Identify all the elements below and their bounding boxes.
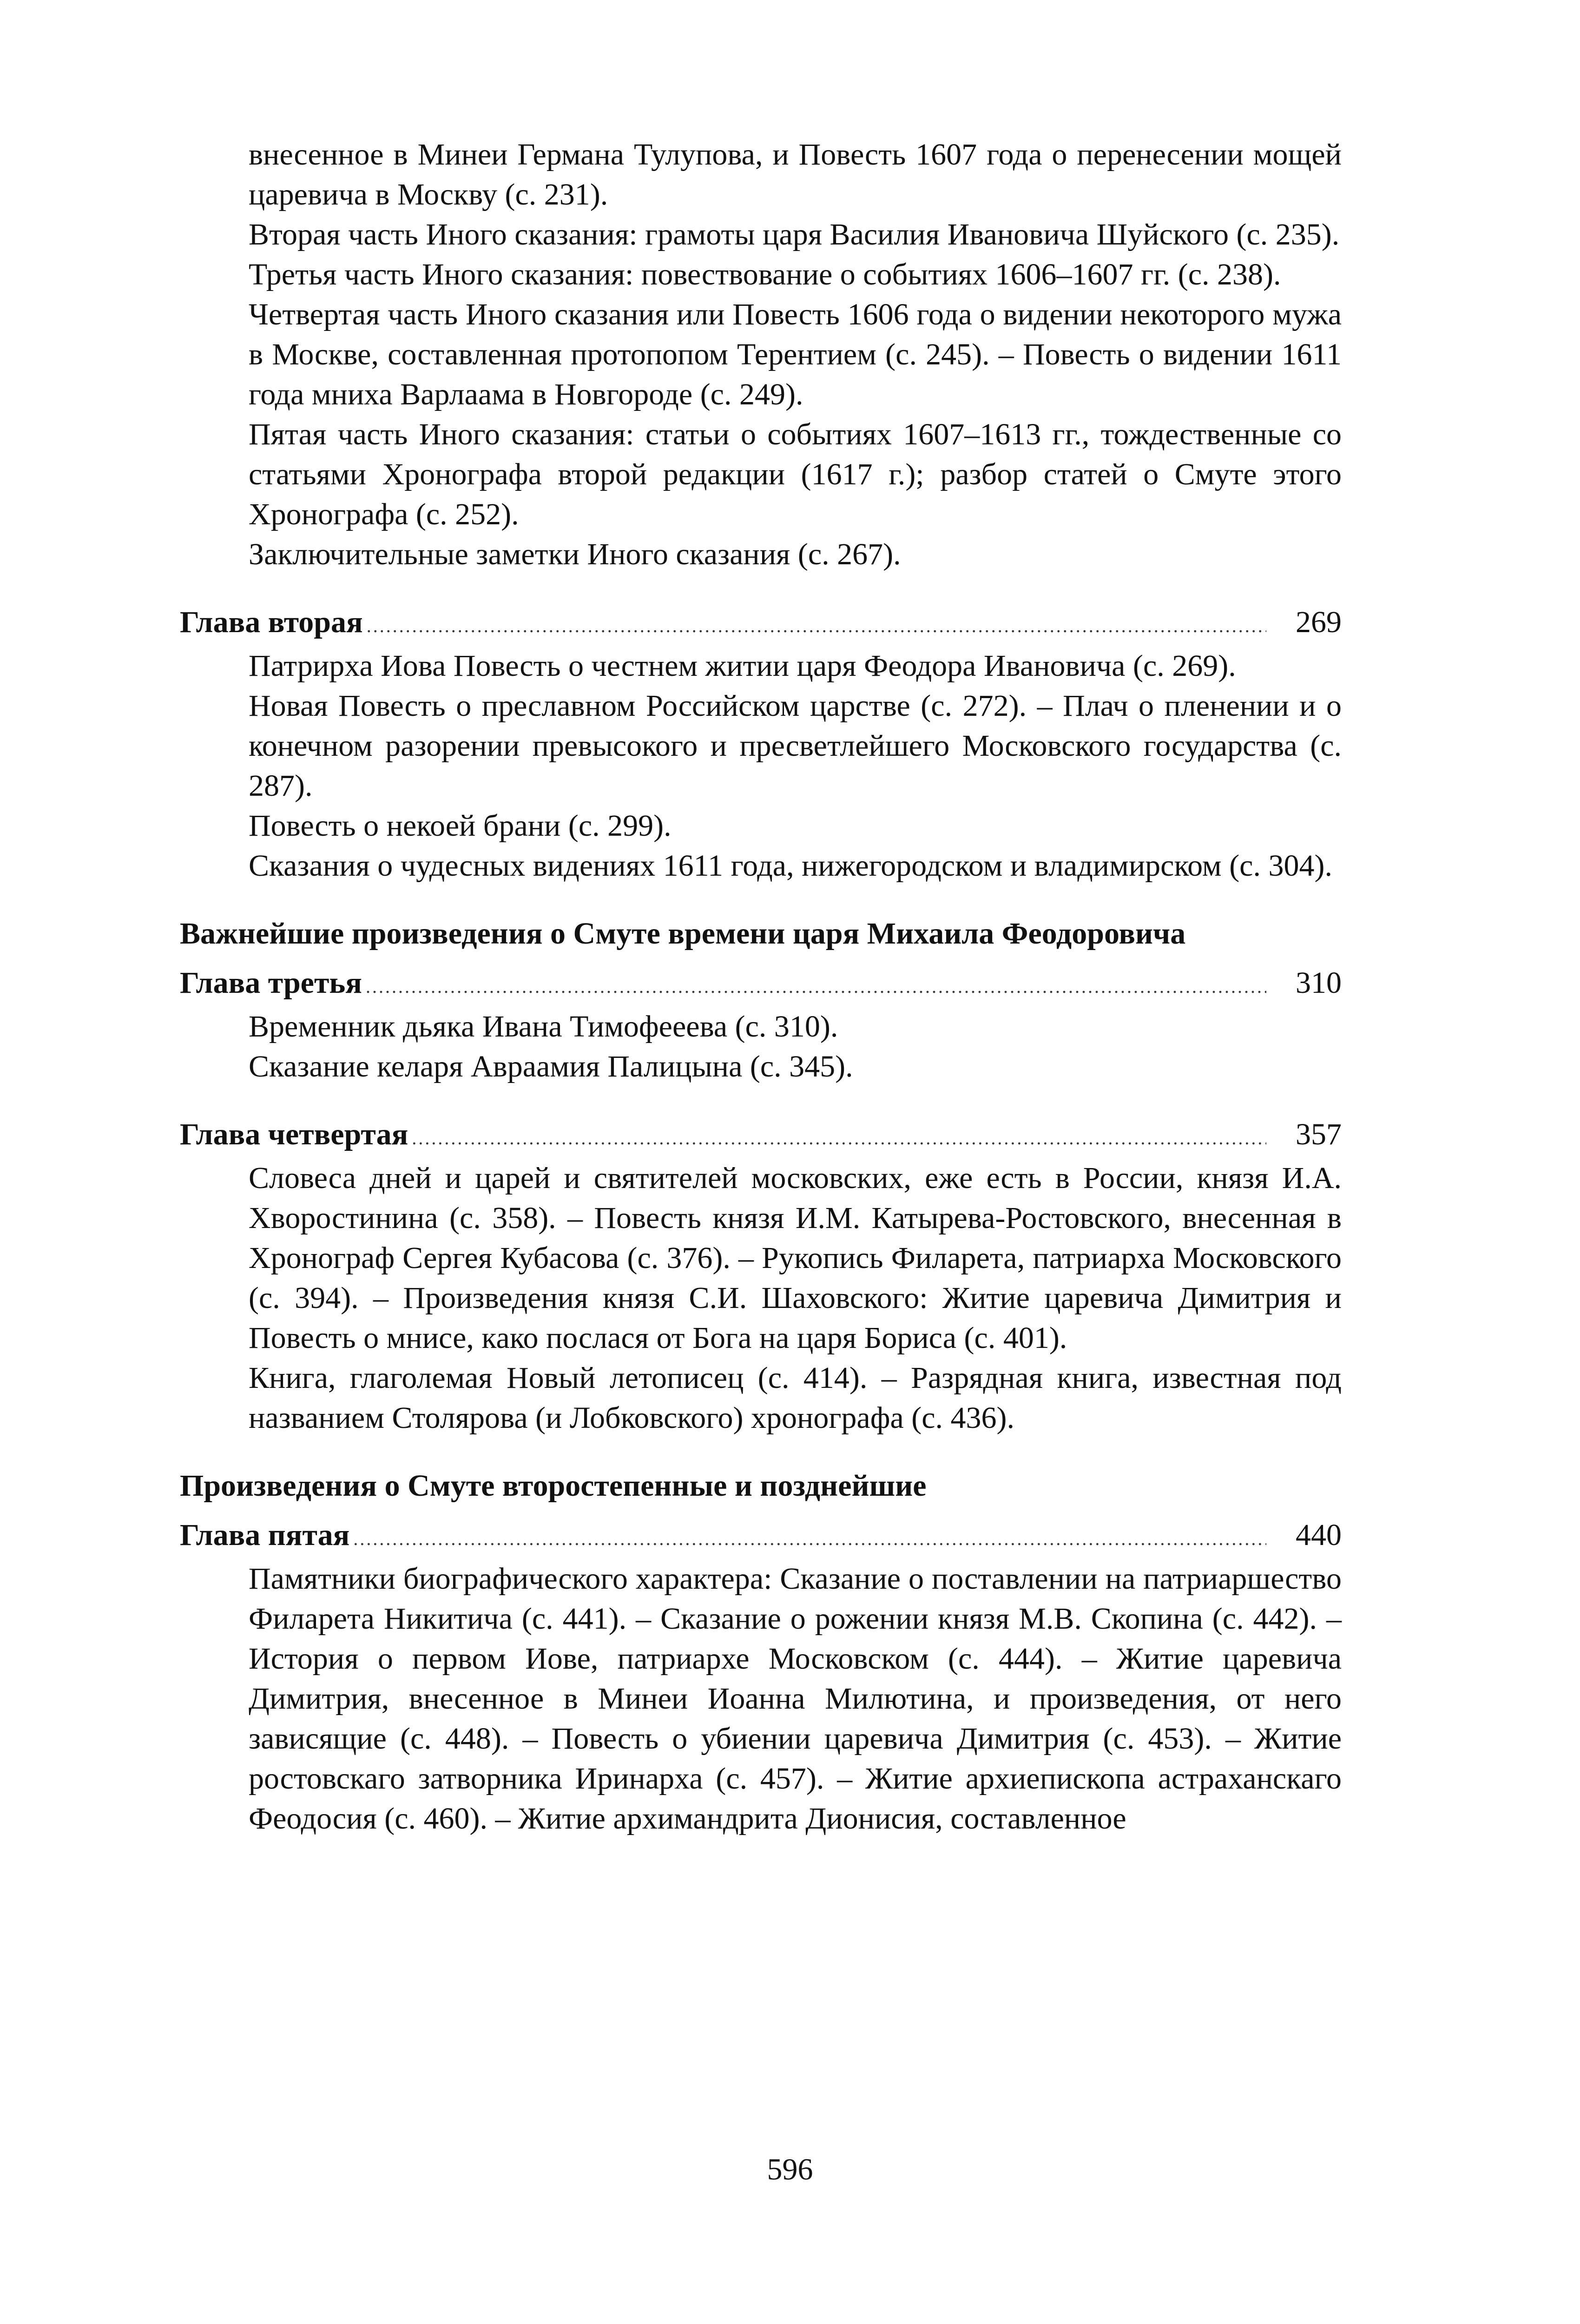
toc-item: внесенное в Минеи Германа Тулупова, и Повесть 1607 года о перенесении мощей царевича в Москву (с. 231). — [249, 138, 1342, 211]
toc-item: Временник дьяка Ивана Тимофееева (с. 310). — [249, 1010, 838, 1043]
chapter-3-row — [180, 963, 1342, 1007]
toc-item: Памятники биографического характера: Сказание о поставлении на патриаршество Филарета Никитича (с. 441). – Сказание о рожении князя М.В. Скопина (с. 442). – История о первом Иове, патриархе Московском (с. 444). – Житие царевича Димитрия, внесенное в Минеи Иоанна Милютина, и произведения, от него зависящие (с. 448). – Повесть о убиении царевича Димитрия (с. 453). – Житие ростовскаго затворника Иринарха (с. 457). – Житие архиепископа астраханскаго Феодосия (с. 460). – Житие архимандрита Дионисия, составленное — [249, 1562, 1342, 1835]
chapter-3-page: 310 — [1296, 966, 1342, 1000]
toc-item: Книга, глаголемая Новый летописец (с. 414). – Разрядная книга, известная под названием Столярова (и Лобковского) хронографа (с. 436). — [249, 1361, 1342, 1435]
toc-item: Четвертая часть Иного сказания или Повесть 1606 года о видении некоторого мужа в Москве, составленная протопопом Терентием (с. 245). – Повесть о видении 1611 года мниха Варлаама в Новгороде (с. 249). — [249, 297, 1342, 411]
toc-item: Повесть о некоей брани (с. 299). — [249, 809, 672, 843]
continued-entries — [249, 135, 1342, 574]
toc-item: Вторая часть Иного сказания: грамоты царя Василия Ивановича Шуйского (с. 235). — [249, 218, 1340, 251]
leader-dots — [353, 1519, 1266, 1559]
toc-item: Сказание келаря Авраамия Палицына (с. 345). — [249, 1050, 853, 1083]
chapter-5-body — [249, 1559, 1342, 1839]
chapter-3-title: Глава третья — [180, 966, 362, 1000]
chapter-5-row — [180, 1515, 1342, 1559]
page-number: 596 — [767, 2152, 813, 2186]
chapter-4-title: Глава четвертая — [180, 1117, 408, 1151]
toc-item: Третья часть Иного сказания: повествование о событиях 1606–1607 гг. (с. 238). — [249, 257, 1281, 291]
chapter-3-body — [249, 1007, 1342, 1087]
toc-item: Новая Повесть о преславном Российском царстве (с. 272). – Плач о пленении и о конечном разорении превысокого и пресветлейшего Московского государства (с. 287). — [249, 689, 1342, 803]
chapter-5-title: Глава пятая — [180, 1518, 350, 1552]
part-heading: Важнейшие произведения о Смуте времени царя Михаила Феодоровича — [180, 917, 1186, 951]
chapter-4-page: 357 — [1296, 1117, 1342, 1151]
leader-dots — [412, 1118, 1266, 1158]
toc-item: Заключительные заметки Иного сказания (с. 267). — [249, 537, 901, 571]
toc-item: Сказания о чудесных видениях 1611 года, нижегородском и владимирском (с. 304). — [249, 849, 1332, 883]
leader-dots — [367, 606, 1266, 646]
toc-item: Пятая часть Иного сказания: статьи о событиях 1607–1613 гг., тождественные со статьями Хронографа второй редакции (1617 г.); разбор статей о Смуте этого Хронографа (с. 252). — [249, 417, 1342, 531]
chapter-2-row — [180, 602, 1342, 646]
chapter-4-body — [249, 1158, 1342, 1438]
chapter-4-row — [180, 1115, 1342, 1158]
chapter-2-body — [249, 646, 1342, 886]
table-of-contents — [180, 135, 1342, 1839]
part-heading: Произведения о Смуте второстепенные и позднейшие — [180, 1469, 927, 1503]
chapter-5-page: 440 — [1296, 1518, 1342, 1552]
leader-dots — [366, 967, 1266, 1007]
chapter-2-title: Глава вторая — [180, 605, 363, 639]
toc-item: Словеса дней и царей и святителей московских, еже есть в России, князя И.А. Хворостинина (с. 358). – Повесть князя И.М. Катырева-Ростовского, внесенная в Хронограф Сергея Кубасова (с. 376). – Рукопись Филарета, патриарха Московского (с. 394). – Произведения князя С.И. Шаховского: Житие царевича Димитрия и Повесть о мнисе, како послася от Бога на царя Бориса (с. 401). — [249, 1161, 1342, 1355]
chapter-2-page: 269 — [1296, 605, 1342, 639]
toc-item: Патрирха Иова Повесть о честнем житии царя Феодора Ивановича (с. 269). — [249, 649, 1236, 683]
